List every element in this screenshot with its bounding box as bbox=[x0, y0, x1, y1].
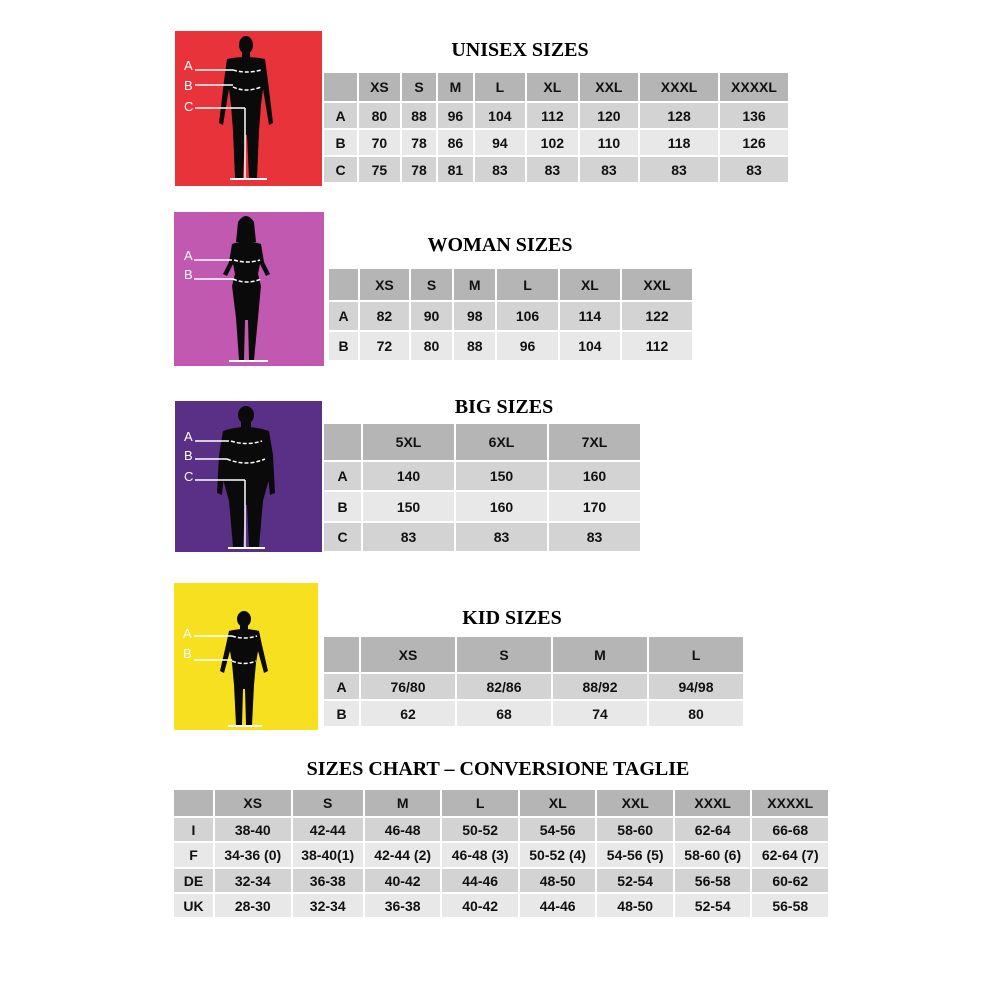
unisex-size-table bbox=[324, 73, 790, 184]
unisex-title: UNISEX SIZES bbox=[451, 39, 589, 61]
table-row: C 75 78 81 83 83 83 83 83 bbox=[324, 156, 789, 183]
table-header-row: XS S M L XL XXL bbox=[329, 269, 693, 301]
label-a: A bbox=[184, 58, 193, 73]
table-row: A 140 150 160 bbox=[324, 461, 641, 491]
table-row: B 72 80 88 96 104 112 bbox=[329, 331, 693, 361]
conversion-table bbox=[174, 790, 830, 919]
big-silhouette-icon bbox=[175, 401, 322, 552]
kid-size-table bbox=[324, 637, 745, 728]
table-header-row: XS S M L XL XXL XXXL XXXXL bbox=[174, 790, 829, 817]
woman-size-table bbox=[329, 269, 694, 362]
table-row: B 62 68 74 80 bbox=[324, 700, 744, 727]
female-silhouette-icon bbox=[174, 212, 324, 366]
label-b: B bbox=[183, 646, 192, 661]
label-b: B bbox=[184, 78, 193, 93]
big-figure-panel bbox=[175, 401, 322, 552]
table-row: A 82 90 98 106 114 122 bbox=[329, 301, 693, 331]
big-title: BIG SIZES bbox=[454, 396, 554, 418]
table-row: B 70 78 86 94 102 110 118 126 bbox=[324, 129, 789, 156]
label-a: A bbox=[183, 626, 192, 641]
table-header-row: XS S M L XL XXL XXXL XXXXL bbox=[324, 73, 789, 102]
label-a: A bbox=[184, 248, 193, 263]
woman-title: WOMAN SIZES bbox=[427, 234, 573, 256]
kid-title: KID SIZES bbox=[462, 607, 562, 629]
big-size-table bbox=[324, 424, 642, 553]
label-b: B bbox=[184, 448, 193, 463]
label-a: A bbox=[184, 429, 193, 444]
kid-figure-panel bbox=[174, 583, 318, 730]
table-row: A 80 88 96 104 112 120 128 136 bbox=[324, 102, 789, 129]
table-row: I 38-40 42-44 46-48 50-52 54-56 58-60 62-64 66-68 bbox=[174, 817, 829, 842]
conversion-title: SIZES CHART – CONVERSIONE TAGLIE bbox=[306, 758, 690, 780]
unisex-figure-panel bbox=[175, 31, 322, 186]
table-row: C 83 83 83 bbox=[324, 522, 641, 552]
table-row: B 150 160 170 bbox=[324, 491, 641, 522]
table-row: DE 32-34 36-38 40-42 44-46 48-50 52-54 56-58 60-62 bbox=[174, 868, 829, 893]
table-header-row: XS S M L bbox=[324, 637, 744, 673]
woman-figure-panel bbox=[174, 212, 324, 366]
table-row: UK 28-30 32-34 36-38 40-42 44-46 48-50 52-54 56-58 bbox=[174, 893, 829, 918]
label-b: B bbox=[184, 267, 193, 282]
kid-silhouette-icon bbox=[174, 583, 318, 730]
label-c: C bbox=[184, 469, 194, 484]
label-c: C bbox=[184, 99, 194, 114]
table-row: F 34-36 (0) 38-40(1) 42-44 (2) 46-48 (3) 50-52 (4) 54-56 (5) 58-60 (6) 62-64 (7) bbox=[174, 842, 829, 868]
table-row: A 76/80 82/86 88/92 94/98 bbox=[324, 673, 744, 700]
male-silhouette-icon bbox=[175, 31, 322, 186]
table-header-row: 5XL 6XL 7XL bbox=[324, 424, 641, 461]
